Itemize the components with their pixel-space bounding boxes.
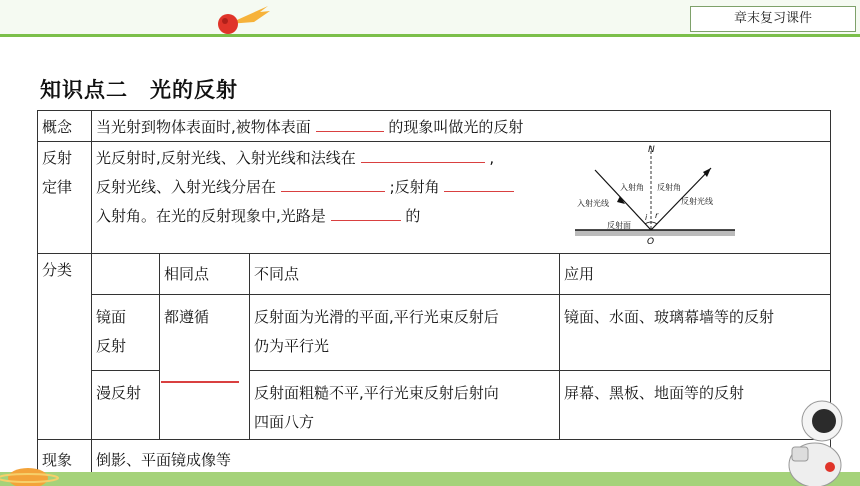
incident-angle-label: 入射角 xyxy=(620,183,644,192)
concept-blank[interactable] xyxy=(316,115,384,132)
meteor-decoration-icon xyxy=(210,2,272,36)
concept-label: 概念 xyxy=(42,118,73,136)
law-line1-a: 光反射时,反射光线、入射光线和法线在 xyxy=(96,149,356,167)
common-cell xyxy=(159,294,250,440)
mirror-label-1: 镜面 xyxy=(96,308,127,326)
law-line2-b: ;反射角 xyxy=(389,178,440,196)
law-line3-a: 入射角。在光的反射现象中,光路是 xyxy=(96,207,326,225)
classification-label-cell xyxy=(37,253,92,440)
phenomena-text: 倒影、平面镜成像等 xyxy=(96,451,232,469)
law-blank-3[interactable] xyxy=(444,175,514,192)
planet-decoration-icon xyxy=(0,458,70,486)
law-label-1: 反射 xyxy=(42,149,73,167)
law-line2-a: 反射光线、入射光线分居在 xyxy=(96,178,277,196)
diffuse-label-cell xyxy=(91,370,160,440)
concept-label-cell xyxy=(37,110,92,142)
law-label-cell xyxy=(37,141,92,254)
diffuse-label: 漫反射 xyxy=(96,384,142,402)
mirror-diff-cell: 反射面为光滑的平面,平行光束反射后 仍为平行光 xyxy=(249,294,560,371)
concept-text-a: 当光射到物体表面时,被物体表面 xyxy=(96,118,311,136)
reflection-diagram xyxy=(575,142,740,250)
mirror-application-cell: 镜面、水面、玻璃幕墙等的反射 xyxy=(559,294,831,371)
law-label-2: 定律 xyxy=(42,178,73,196)
reflected-angle-label: 反射角 xyxy=(657,183,681,192)
reflected-ray-label: 反射光线 xyxy=(681,197,713,206)
header-application: 应用 xyxy=(559,253,831,295)
bottom-bar xyxy=(0,472,860,486)
law-blank-2[interactable] xyxy=(281,175,385,192)
astronaut-decoration-icon xyxy=(770,395,860,486)
law-blank-1[interactable] xyxy=(361,146,485,163)
common-blank[interactable] xyxy=(161,381,239,383)
surface-label: 反射面 xyxy=(607,221,631,230)
law-blank-4[interactable] xyxy=(331,204,401,221)
classification-label: 分类 xyxy=(42,261,73,279)
diffuse-diff-cell: 反射面粗糙不平,平行光束反射后射向 四面八方 xyxy=(249,370,560,440)
angle-i-label: i xyxy=(645,213,648,222)
header-difference: 不同点 xyxy=(249,253,560,295)
header-common: 相同点 xyxy=(159,253,250,295)
mirror-label-2: 反射 xyxy=(96,337,127,355)
normal-label: N xyxy=(648,145,655,155)
angle-r-label: r xyxy=(655,211,659,220)
course-tag[interactable]: 章末复习课件 xyxy=(690,6,856,32)
incident-ray-label: 入射光线 xyxy=(577,199,609,208)
top-bar-divider xyxy=(0,34,860,37)
diffuse-application-cell: 屏幕、黑板、地面等的反射 xyxy=(559,370,831,440)
law-line1-b: , xyxy=(489,149,495,167)
law-line3-b: 的 xyxy=(405,207,421,225)
concept-text-b: 的现象叫做光的反射 xyxy=(388,118,524,136)
concept-text-cell xyxy=(91,110,831,142)
classification-header-empty xyxy=(91,253,160,295)
common-text: 都遵循 xyxy=(164,308,210,326)
origin-label: O xyxy=(647,237,655,247)
mirror-label-cell xyxy=(91,294,160,371)
section-title: 知识点二 光的反射 xyxy=(40,78,238,102)
phenomena-label: 现象 xyxy=(42,451,73,469)
